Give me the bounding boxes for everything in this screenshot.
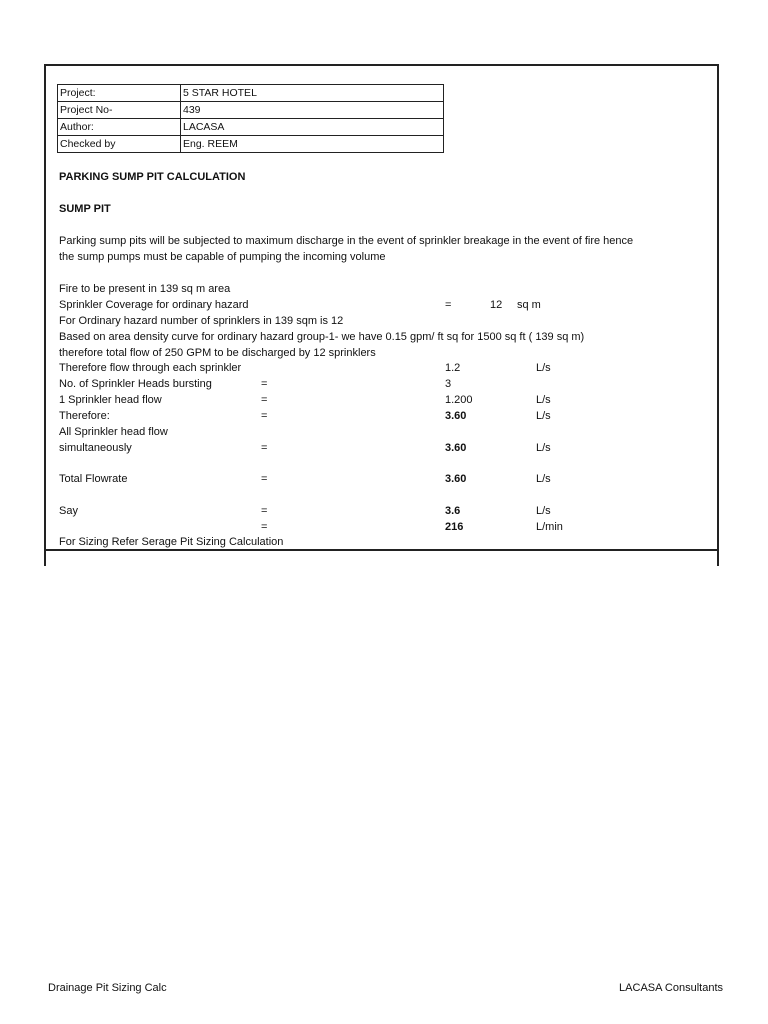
final-note: For Sizing Refer Serage Pit Sizing Calculation <box>59 536 284 548</box>
info-value: 5 STAR HOTEL <box>181 85 444 102</box>
ordinary-note: For Ordinary hazard number of sprinklers in 139 sqm is 12 <box>59 315 344 327</box>
table-row <box>58 136 444 153</box>
calc-value: 1.200 <box>445 394 473 406</box>
sheet-border-left <box>44 64 46 566</box>
table-row <box>58 85 444 102</box>
calc-unit: L/s <box>536 394 551 406</box>
calc-label: No. of Sprinkler Heads bursting <box>59 378 212 390</box>
calc-value: 3.60 <box>445 410 467 422</box>
intro-line-1: Parking sump pits will be subjected to maximum discharge in the event of sprinkler breakage in the event of fire hence <box>59 235 634 247</box>
calc-equals: = <box>261 505 268 517</box>
calc-value: 216 <box>445 521 464 533</box>
calc-equals: = <box>261 410 268 422</box>
info-label: Project No- <box>58 102 181 119</box>
calc-equals: = <box>261 521 268 533</box>
calc-label: Therefore flow through each sprinkler <box>59 362 242 374</box>
info-label: Project: <box>58 85 181 102</box>
sheet-border-top <box>44 64 719 66</box>
coverage-value: 12 <box>490 299 503 311</box>
calc-equals: = <box>261 378 268 390</box>
calc-value: 3.6 <box>445 505 461 517</box>
info-value: LACASA <box>181 119 444 136</box>
table-row <box>58 102 444 119</box>
calc-unit: L/s <box>536 362 551 374</box>
calc-unit: L/s <box>536 410 551 422</box>
calc-unit: L/s <box>536 442 551 454</box>
coverage-label: Sprinkler Coverage for ordinary hazard <box>59 299 249 311</box>
calc-equals: = <box>261 394 268 406</box>
calc-label: 1 Sprinkler head flow <box>59 394 162 406</box>
calc-equals: = <box>261 473 268 485</box>
calc-equals: = <box>261 442 268 454</box>
calc-unit: L/s <box>536 505 551 517</box>
table-row <box>58 119 444 136</box>
coverage-equals: = <box>445 299 452 311</box>
info-label: Checked by <box>58 136 181 153</box>
calc-label: Say <box>59 505 78 517</box>
total-flow-note: therefore total flow of 250 GPM to be discharged by 12 sprinklers <box>59 347 376 359</box>
info-label: Author: <box>58 119 181 136</box>
project-info-table <box>57 84 444 153</box>
calc-label: simultaneously <box>59 442 132 454</box>
calc-unit: L/s <box>536 473 551 485</box>
calc-unit: L/min <box>536 521 563 533</box>
footer-right: LACASA Consultants <box>619 982 723 994</box>
calc-label: All Sprinkler head flow <box>59 426 168 438</box>
footer-left: Drainage Pit Sizing Calc <box>48 982 167 994</box>
info-value: Eng. REEM <box>181 136 444 153</box>
section-heading: PARKING SUMP PIT CALCULATION <box>59 171 246 183</box>
density-note: Based on area density curve for ordinary hazard group-1- we have 0.15 gpm/ ft sq for 1500 sq ft ( 139 sq m) <box>59 331 585 343</box>
fire-note: Fire to be present in 139 sq m area <box>59 283 231 295</box>
calc-value: 3 <box>445 378 452 390</box>
sheet-border-right <box>717 64 719 566</box>
calc-value: 3.60 <box>445 442 467 454</box>
sheet-border-bottom <box>44 549 719 551</box>
calc-label: Therefore: <box>59 410 110 422</box>
section-subheading: SUMP PIT <box>59 203 111 215</box>
calc-value: 1.2 <box>445 362 461 374</box>
intro-line-2: the sump pumps must be capable of pumping the incoming volume <box>59 251 386 263</box>
calc-value: 3.60 <box>445 473 467 485</box>
calc-label: Total Flowrate <box>59 473 128 485</box>
info-value: 439 <box>181 102 444 119</box>
coverage-unit: sq m <box>517 299 541 311</box>
